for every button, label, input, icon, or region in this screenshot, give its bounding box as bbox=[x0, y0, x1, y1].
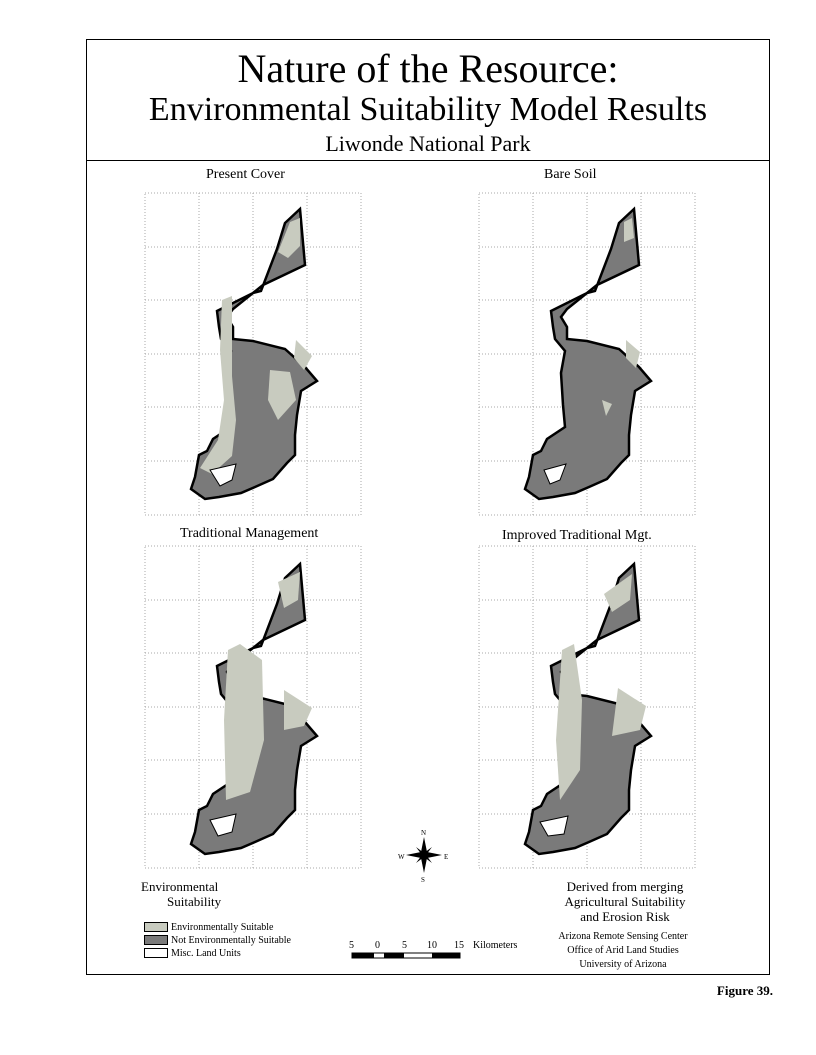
legend-title bbox=[141, 879, 221, 909]
credits bbox=[523, 930, 723, 972]
map-traditional-management bbox=[145, 546, 361, 868]
compass-rose-icon bbox=[406, 837, 442, 873]
compass-n: N bbox=[421, 829, 427, 837]
scale-tick-2: 5 bbox=[402, 940, 407, 951]
scale-tick-1: 0 bbox=[375, 940, 380, 951]
legend-title-line-1: Environmental bbox=[141, 879, 219, 894]
scale-unit: Kilometers bbox=[473, 940, 518, 951]
legend-label-misc: Misc. Land Units bbox=[171, 948, 241, 959]
scale-tick-4: 15 bbox=[454, 940, 464, 951]
compass-w: W bbox=[398, 853, 405, 861]
map-present-cover bbox=[145, 193, 361, 515]
map-label-bare-soil: Bare Soil bbox=[544, 167, 597, 182]
figure-label: Figure 39. bbox=[716, 983, 773, 998]
legend-swatch-suitable bbox=[144, 922, 168, 932]
legend-swatch-misc bbox=[144, 948, 168, 958]
derived-line-2: Agricultural Suitability bbox=[564, 894, 686, 909]
map-label-traditional-management: Traditional Management bbox=[180, 526, 319, 541]
title-line-3: Liwonde National Park bbox=[325, 131, 531, 156]
scale-bar bbox=[352, 953, 460, 958]
scale-tick-3: 10 bbox=[427, 940, 437, 951]
title-line-1: Nature of the Resource: bbox=[237, 46, 619, 91]
derived-line-3: and Erosion Risk bbox=[580, 909, 670, 924]
legend-swatch-not-suitable bbox=[144, 935, 168, 945]
credits-line-3: University of Arizona bbox=[579, 959, 667, 970]
legend-label-suitable: Environmentally Suitable bbox=[171, 922, 274, 933]
map-improved-traditional bbox=[479, 546, 695, 868]
map-bare-soil bbox=[479, 193, 695, 515]
map-label-present-cover: Present Cover bbox=[206, 167, 285, 182]
scale-tick-0: 5 bbox=[349, 940, 354, 951]
credits-line-1: Arizona Remote Sensing Center bbox=[558, 931, 688, 942]
compass-s: S bbox=[421, 876, 425, 884]
derived-line-1: Derived from merging bbox=[566, 879, 684, 894]
map-label-improved-traditional: Improved Traditional Mgt. bbox=[502, 528, 652, 543]
credits-line-2: Office of Arid Land Studies bbox=[567, 945, 679, 956]
legend-title-line-2: Suitability bbox=[167, 894, 222, 909]
legend-label-not-suitable: Not Environmentally Suitable bbox=[171, 935, 291, 946]
derived-note bbox=[550, 879, 700, 924]
title-line-2: Environmental Suitability Model Results bbox=[148, 91, 708, 128]
compass-e: E bbox=[444, 853, 449, 861]
